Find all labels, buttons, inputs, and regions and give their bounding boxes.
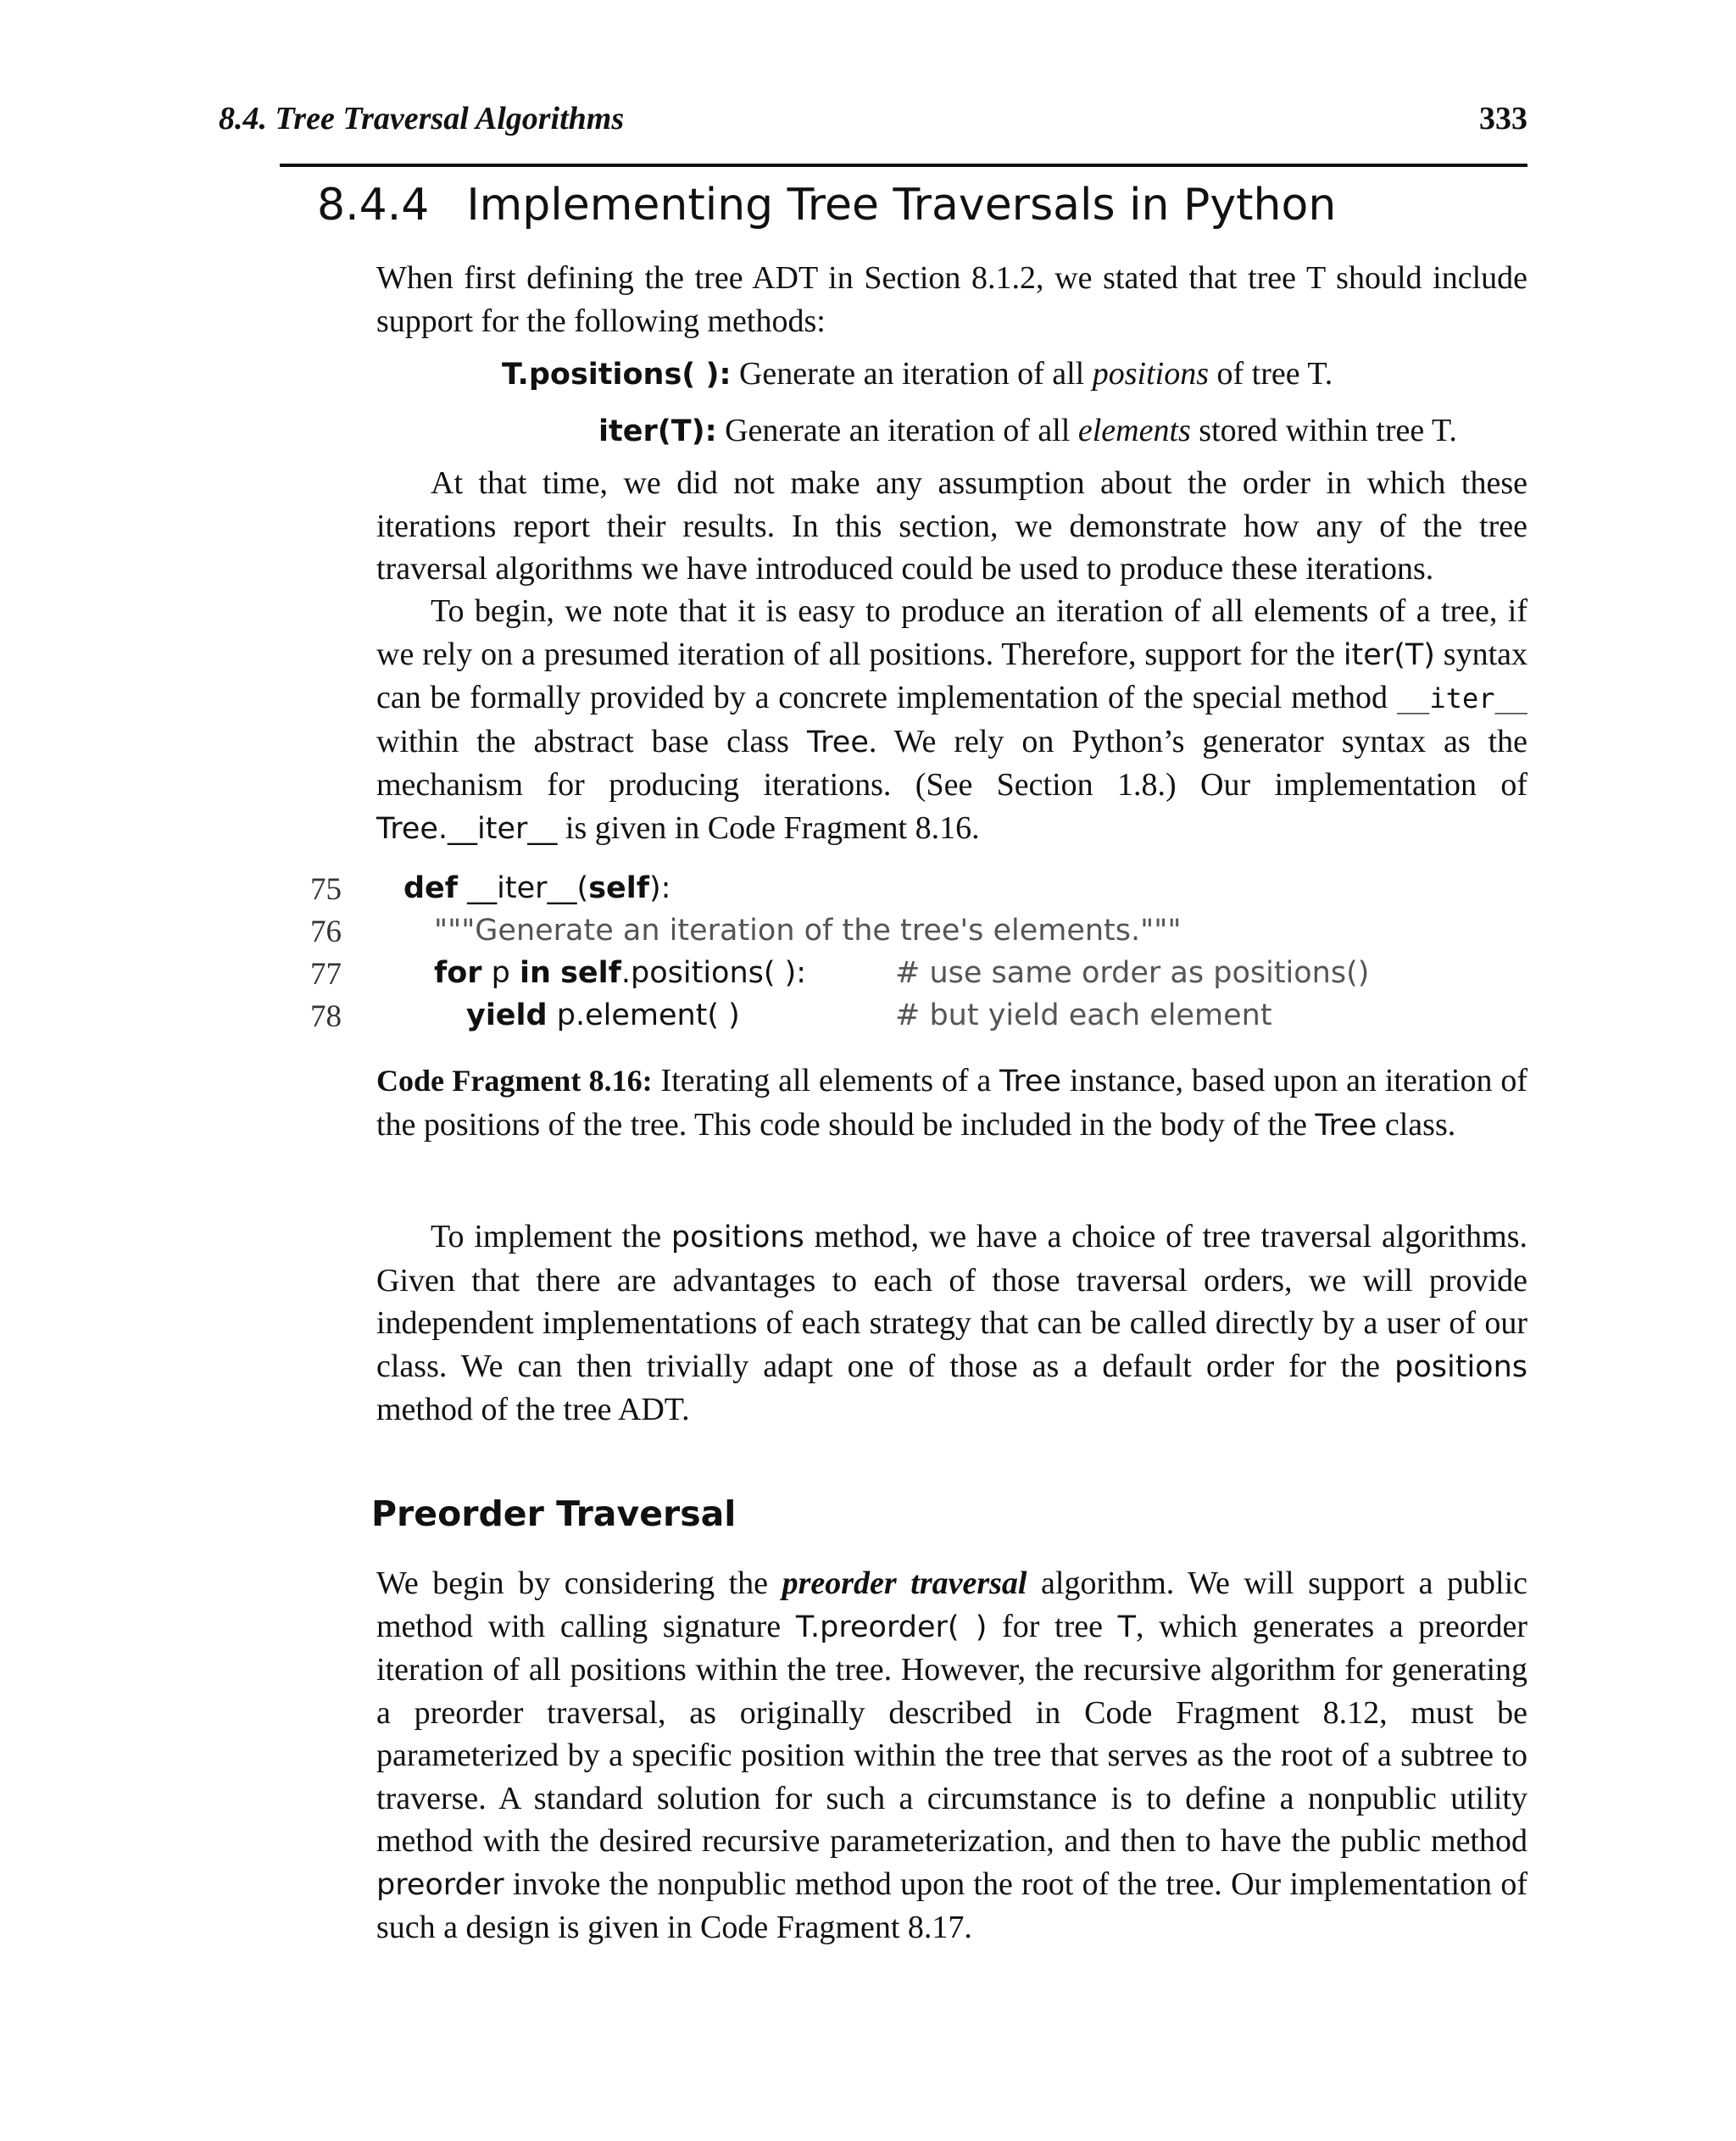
code-run: ): bbox=[648, 871, 671, 905]
text-run: for tree bbox=[987, 1608, 1118, 1644]
code-run: .positions( ): bbox=[620, 956, 807, 990]
text-run: is given in Code Fragment 8.16. bbox=[557, 809, 980, 846]
text-run: syntax can be formally provided by a concrete implementation of the special method bbox=[376, 636, 1527, 715]
code-text bbox=[434, 956, 806, 990]
text-run: . We rely on Python’s generator syntax as the mechanism for producing iterations. (See Section 1.8.) Our implementation of bbox=[376, 723, 1527, 803]
text-run: instance, based upon an iteration of the positions of the tree. This code should be included in the body of the bbox=[376, 1063, 1527, 1143]
keyword: self bbox=[560, 956, 621, 990]
text-run: Iterating all elements of a bbox=[652, 1063, 1000, 1098]
docstring: """Generate an iteration of the tree's elements.""" bbox=[434, 914, 1182, 948]
paragraph-positions bbox=[376, 1215, 1527, 1432]
definition-text-post: of tree T. bbox=[1208, 356, 1333, 392]
line-number: 75 bbox=[310, 872, 342, 907]
code-inline: positions bbox=[670, 1221, 804, 1254]
emphasis: preorder traversal bbox=[782, 1565, 1027, 1601]
code-inline: iter(T) bbox=[1343, 637, 1435, 672]
text-run: class. bbox=[1377, 1106, 1456, 1143]
keyword: def bbox=[403, 871, 459, 905]
definition-iter bbox=[598, 409, 1457, 453]
text-run: algorithm. We will support a public method with calling signature bbox=[376, 1565, 1528, 1644]
text-run: To implement the bbox=[431, 1219, 671, 1254]
code-line bbox=[0, 914, 1736, 956]
code-line bbox=[0, 956, 1736, 998]
header-rule bbox=[280, 164, 1527, 167]
line-number: 77 bbox=[310, 957, 342, 992]
definition-text-pre: Generate an iteration of all bbox=[725, 413, 1078, 448]
text-run: , which generates a preorder iteration of all positions within the tree. However, the recursive algorithm for generating a preorder traversal, as originally described in Code Fragment 8.12, must be parameterized by a specific position within the tree that serves as the root of a subtree to traverse. A standard solution for such a circumstance is to define a nonpublic utility method with the desired recursive parameterization, and then to have the public method bbox=[376, 1608, 1527, 1859]
code-inline: T bbox=[1117, 1610, 1137, 1644]
section-title bbox=[317, 180, 1336, 231]
paragraph-preorder bbox=[376, 1562, 1527, 1949]
code-inline: Tree bbox=[999, 1065, 1062, 1098]
code-inline: Tree bbox=[1315, 1108, 1377, 1143]
keyword: in bbox=[520, 956, 551, 990]
running-title: 8.4. Tree Traversal Algorithms bbox=[219, 101, 625, 136]
code-run: p.element( ) bbox=[547, 998, 740, 1032]
running-head bbox=[219, 100, 1527, 144]
caption-label: Code Fragment 8.16: bbox=[376, 1064, 653, 1098]
text-run: method, we have a choice of tree traversal algorithms. Given that there are advantages to each of those traversal orders, we will provide independent implementations of each strategy that can be called directly by a user of our class. We can then trivially adapt one of those as a default order for the bbox=[376, 1219, 1527, 1384]
definition-text-post: stored within tree T. bbox=[1190, 413, 1457, 448]
definition-emphasis: elements bbox=[1077, 413, 1191, 448]
text-run: invoke the nonpublic method upon the root of the tree. Our implementation of such a design is given in Code Fragment 8.17. bbox=[376, 1866, 1527, 1945]
line-number: 78 bbox=[310, 999, 342, 1034]
keyword: for bbox=[434, 956, 482, 990]
code-caption bbox=[376, 1059, 1527, 1147]
section-number: 8.4.4 bbox=[317, 180, 430, 231]
code-fragment bbox=[0, 871, 1736, 1049]
text-run: We begin by considering the bbox=[376, 1565, 782, 1601]
code-text bbox=[466, 998, 740, 1032]
intro-paragraph bbox=[376, 257, 1527, 342]
subsection-title: Preorder Traversal bbox=[371, 1493, 737, 1534]
code-line bbox=[0, 998, 1736, 1041]
code-run: __iter__( bbox=[458, 871, 589, 905]
paragraph-order-text: At that time, we did not make any assumption about the order in which these iterations report their results. In this section, we demonstrate how any of the tree traversal algorithms we have introduced could be used to produce these iterations. bbox=[376, 465, 1527, 587]
code-inline: positions bbox=[1394, 1349, 1527, 1384]
text-run: within the abstract base class bbox=[376, 723, 807, 759]
code-inline: Tree.__iter__ bbox=[376, 811, 558, 846]
intro-paragraph-text: When first defining the tree ADT in Section 8.1.2, we stated that tree T should include support for the following methods: bbox=[376, 260, 1527, 339]
definition-term: iter(T): bbox=[598, 414, 717, 448]
paragraph-iter bbox=[376, 590, 1527, 850]
code-inline: Tree bbox=[806, 725, 869, 759]
definition-positions bbox=[502, 353, 1333, 396]
definition-emphasis: positions bbox=[1092, 356, 1209, 392]
code-inline: preorder bbox=[376, 1867, 504, 1902]
code-inline: T.preorder( ) bbox=[795, 1610, 988, 1644]
text-run: method of the tree ADT. bbox=[376, 1392, 690, 1427]
code-comment: # use same order as positions() bbox=[895, 956, 1370, 990]
line-number: 76 bbox=[310, 915, 342, 949]
code-run: p bbox=[481, 956, 520, 990]
code-inline: __iter__ bbox=[1396, 682, 1527, 715]
code-text bbox=[403, 871, 670, 905]
page-number: 333 bbox=[1479, 101, 1527, 136]
code-line bbox=[0, 871, 1736, 914]
text-run: To begin, we note that it is easy to produce an iteration of all elements of a tree, if we rely on a presumed iteration of all positions. Therefore, support for the bbox=[376, 593, 1527, 672]
paragraph-order bbox=[376, 462, 1527, 591]
keyword: self bbox=[588, 871, 649, 905]
definition-text-pre: Generate an iteration of all bbox=[738, 356, 1093, 392]
code-comment: # but yield each element bbox=[895, 998, 1272, 1032]
section-title-text: Implementing Tree Traversals in Python bbox=[466, 180, 1337, 231]
definition-term: T.positions( ): bbox=[502, 358, 732, 392]
keyword: yield bbox=[466, 998, 548, 1032]
